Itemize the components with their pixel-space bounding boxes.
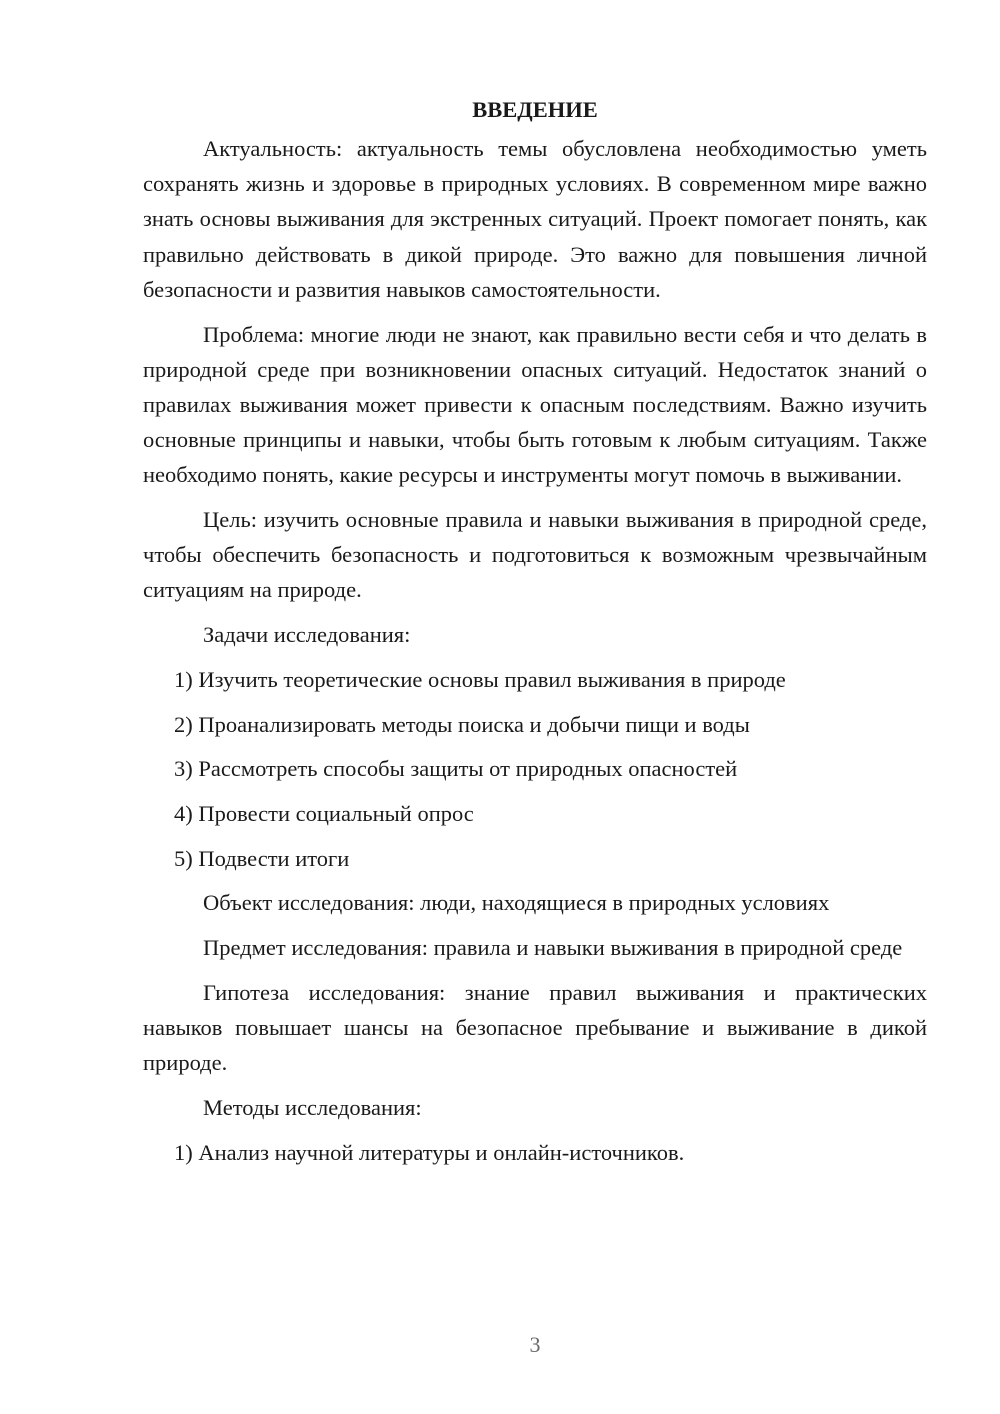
task-item-2: 2) Проанализировать методы поиска и добычи пищи и воды [174, 711, 750, 737]
methods-list [143, 1135, 927, 1170]
task-item-1: 1) Изучить теоретические основы правил выживания в природе [174, 666, 786, 692]
section-title: ВВЕДЕНИЕ [472, 97, 598, 122]
document-page [143, 92, 927, 1179]
object-paragraph: Объект исследования: люди, находящиеся в природных условиях [203, 890, 830, 916]
goal-paragraph: Цель: изучить основные правила и навыки выживания в природной среде, чтобы обеспечить безопасность и подготовиться к возможным чрезвычайным ситуациям на природе. [143, 507, 927, 603]
hypothesis-paragraph: Гипотеза исследования: знание правил выживания и практических навыков повышает шансы на безопасное пребывание и выживание в дикой природе. [143, 979, 927, 1076]
problem-paragraph: Проблема: многие люди не знают, как правильно вести себя и что делать в природной среде при возникновении опасных ситуаций. Недостаток знаний о правилах выживания может привести к опасным последствиям. Важно изучить основные принципы и навыки, чтобы быть готовым к любым ситуациям. Также необходимо понять, какие ресурсы и инструменты могут помочь в выживании. [143, 321, 927, 488]
task-item-4: 4) Провести социальный опрос [174, 800, 474, 826]
methods-heading: Методы исследования: [203, 1094, 422, 1120]
subject-paragraph: Предмет исследования: правила и навыки выживания в природной среде [203, 935, 903, 961]
task-item-3: 3) Рассмотреть способы защиты от природных опасностей [174, 756, 738, 782]
tasks-list [143, 662, 927, 876]
relevance-paragraph: Актуальность: актуальность темы обусловлена необходимостью уметь сохранять жизнь и здоровье в природных условиях. В современном мире важно знать основы выживания для экстренных ситуаций. Проект помогает понять, как правильно действовать в дикой природе. Это важно для повышения личной безопасности и развития навыков самостоятельности. [143, 136, 927, 302]
method-item-1: 1) Анализ научной литературы и онлайн-источников. [174, 1139, 685, 1165]
tasks-heading: Задачи исследования: [203, 622, 411, 648]
page-number: 3 [529, 1332, 541, 1357]
task-item-5: 5) Подвести итоги [174, 845, 350, 871]
